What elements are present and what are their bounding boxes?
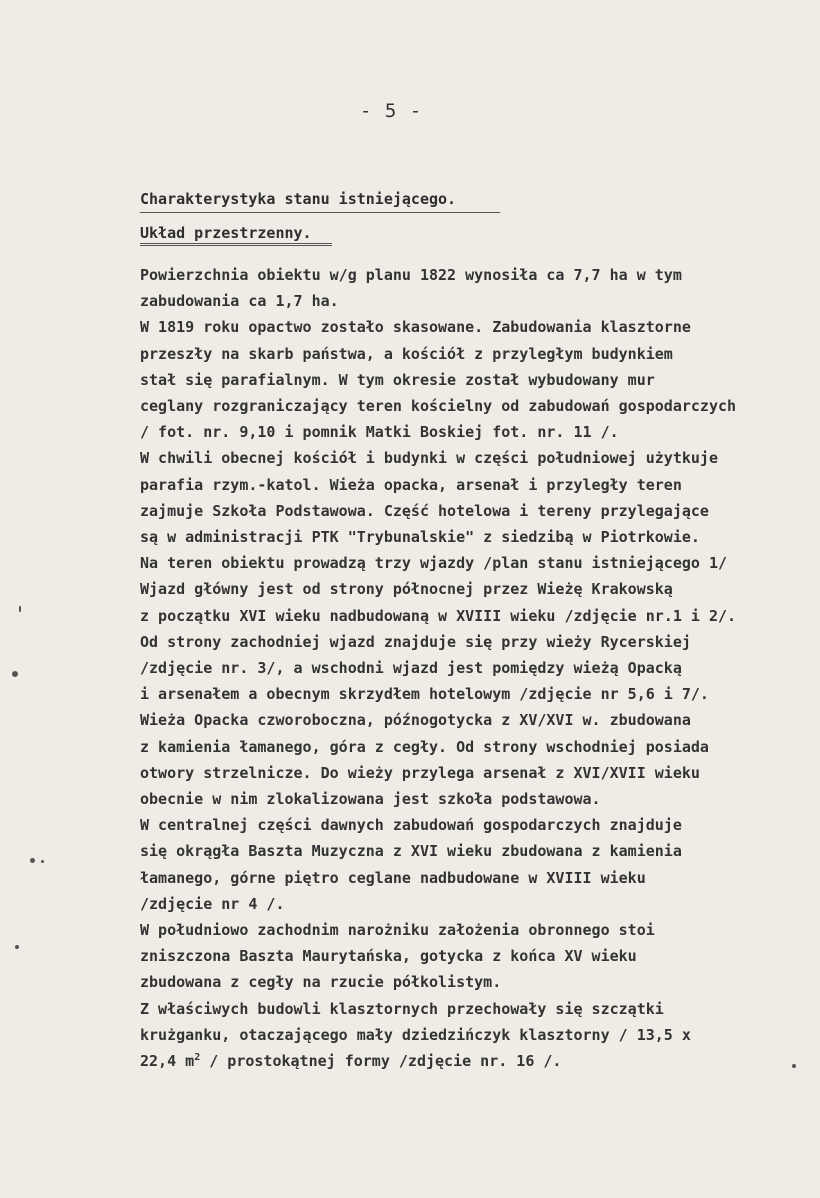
text-line-last [140, 1048, 820, 1074]
text-line: z początku XVI wieku nadbudowaną w XVIII wieku /zdjęcie nr.1 i 2/. [140, 606, 737, 625]
text-line: W 1819 roku opactwo zostało skasowane. Zabudowania klasztorne [140, 318, 691, 337]
text-line: są w administracji PTK "Trybunalskie" z siedzibą w Piotrkowie. [140, 528, 700, 547]
text-line: z kamienia łamanego, góra z cegły. Od strony wschodniej posiada [140, 737, 709, 756]
text-line: Wjazd główny jest od strony północnej przez Wieżę Krakowską [140, 580, 673, 599]
text-line: się okrągła Baszta Muzyczna z XVI wieku zbudowana z kamienia [140, 842, 682, 861]
area-value: 22,4 m [140, 1052, 195, 1071]
text-line: zabudowania ca 1,7 ha. [140, 292, 339, 311]
text-line: /zdjęcie nr. 3/, a wschodni wjazd jest pomiędzy wieżą Opacką [140, 659, 682, 678]
margin-speck [792, 1064, 796, 1068]
text-line: przeszły na skarb państwa, a kościół z przyległym budynkiem [140, 344, 673, 363]
text-line: zniszczona Baszta Maurytańska, gotycka z końca XV wieku [140, 947, 637, 966]
text-line: zbudowana z cegły na rzucie półkolistym. [140, 973, 502, 992]
text-line: stał się parafialnym. W tym okresie został wybudowany mur [140, 370, 655, 389]
text-line: /zdjęcie nr 4 /. [140, 894, 285, 913]
margin-speck [19, 606, 21, 612]
text-line: zajmuje Szkoła Podstawowa. Część hotelowa i tereny przylegające [140, 501, 709, 520]
superscript: 2 [194, 1052, 201, 1064]
text-line: obecnie w nim zlokalizowana jest szkoła podstawowa. [140, 790, 601, 809]
subsection-heading: Układ przestrzenny. [140, 224, 312, 242]
text-line-tail: / prostokątnej formy /zdjęcie nr. 16 /. [200, 1052, 562, 1071]
text-line: Wieża Opacka czworoboczna, późnogotycka z XV/XVI w. zbudowana [140, 711, 691, 730]
text-line: otwory strzelnicze. Do wieży przylega arsenał z XVI/XVII wieku [140, 763, 700, 782]
text-line: / fot. nr. 9,10 i pomnik Matki Boskiej fot. nr. 11 /. [140, 423, 619, 442]
text-line: ceglany rozgraniczający teren kościelny od zabudowań gospodarczych [140, 397, 737, 416]
section-heading: Charakterystyka stanu istniejącego. [140, 190, 457, 208]
margin-speck [12, 671, 18, 677]
text-line: Od strony zachodniej wjazd znajduje się przy wieży Rycerskiej [140, 632, 691, 651]
margin-speck [30, 858, 35, 863]
heading-underline [140, 212, 500, 213]
text-line: Powierzchnia obiektu w/g planu 1822 wynosiła ca 7,7 ha w tym [140, 266, 682, 284]
margin-speck [15, 945, 19, 949]
page-number: - 5 - [360, 100, 423, 122]
text-line: Z właściwych budowli klasztornych przechowały się szczątki [140, 999, 664, 1018]
text-line: W chwili obecnej kościół i budynki w części południowej użytkuje [140, 449, 718, 468]
text-line: Na teren obiektu prowadzą trzy wjazdy /plan stanu istniejącego 1/ [140, 554, 727, 573]
text-line: W południowo zachodnim narożniku założenia obronnego stoi [140, 921, 655, 940]
text-line: krużganku, otaczającego mały dziedzińczyk klasztorny / 13,5 x [140, 1025, 691, 1044]
body-text [140, 262, 820, 1074]
text-line: parafia rzym.-katol. Wieża opacka, arsenał i przyległy teren [140, 475, 682, 494]
text-line: i arsenałem a obecnym skrzydłem hotelowym /zdjęcie nr 5,6 i 7/. [140, 685, 709, 704]
text-line: łamanego, górne piętro ceglane nadbudowane w XVIII wieku [140, 868, 646, 887]
text-line: W centralnej części dawnych zabudowań gospodarczych znajduje [140, 816, 682, 835]
margin-speck [41, 860, 44, 863]
subheading-double-underline [140, 243, 332, 246]
